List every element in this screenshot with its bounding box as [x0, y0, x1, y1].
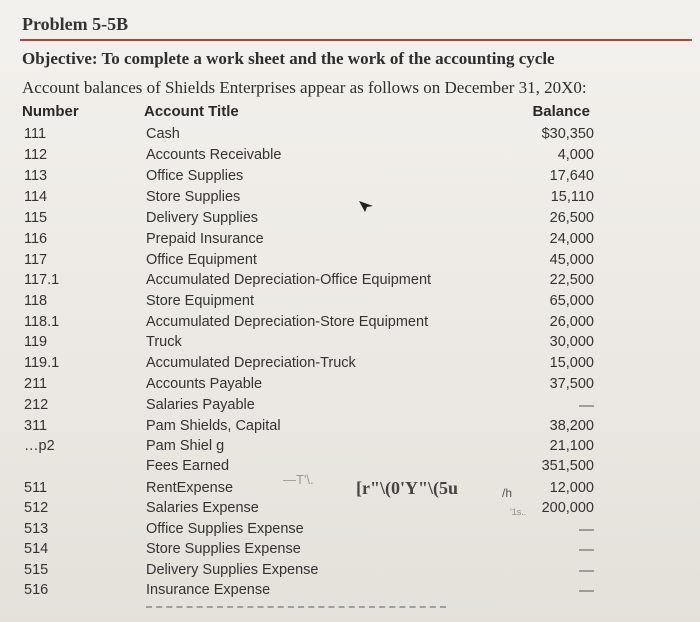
- column-header-balance: Balance: [532, 103, 590, 120]
- account-balance: 38,200: [549, 418, 594, 434]
- account-balance: 200,000: [541, 500, 594, 516]
- account-number: 114: [24, 189, 48, 205]
- account-number: …p2: [24, 438, 55, 454]
- account-balance: —: [579, 521, 594, 538]
- account-title: Cash: [146, 126, 180, 142]
- account-title: Office Supplies: [146, 168, 244, 184]
- account-number: 113: [24, 168, 48, 184]
- account-balance: 21,100: [549, 438, 594, 454]
- account-title: Pam Shields, Capital: [146, 418, 281, 434]
- account-title: Accumulated Depreciation-Store Equipment: [146, 314, 429, 330]
- column-header-title: Account Title: [144, 103, 239, 120]
- account-title: Prepaid Insurance: [146, 231, 264, 247]
- account-title: Accounts Payable: [146, 376, 263, 392]
- account-balance: 24,000: [549, 231, 594, 247]
- account-title: Pam Shiel g: [146, 438, 225, 454]
- account-number: 112: [24, 147, 48, 163]
- garbled-ocr-text: [r"\(0'Y"\(5u: [356, 478, 458, 498]
- account-balance: 30,000: [549, 334, 594, 350]
- slash-artifact: /h: [502, 486, 513, 500]
- intro-text: Account balances of Shields Enterprises appear as follows on December 31, 20X0:: [22, 78, 587, 97]
- account-title: Salaries Payable: [146, 397, 255, 413]
- account-balance: 22,500: [549, 272, 594, 288]
- account-balance: 4,000: [557, 147, 594, 163]
- account-title: Store Supplies Expense: [146, 541, 301, 557]
- mouse-arrow-icon: [358, 199, 374, 213]
- account-number: 118.1: [24, 314, 60, 330]
- account-balance: 351,500: [541, 458, 594, 474]
- account-number: 117.1: [24, 272, 60, 288]
- account-number: 513: [24, 521, 49, 537]
- account-balance: 37,500: [549, 376, 594, 392]
- account-number: 515: [24, 562, 49, 578]
- cut-off-row: [146, 598, 446, 608]
- account-balance: 17,640: [549, 168, 594, 184]
- account-title: Salaries Expense: [146, 500, 259, 516]
- account-title: Accumulated Depreciation-Office Equipment: [146, 272, 432, 288]
- column-header-number: Number: [22, 103, 79, 120]
- account-number: 111: [24, 126, 47, 142]
- account-balance: 15,000: [549, 355, 594, 371]
- account-title: Accumulated Depreciation-Truck: [146, 355, 356, 371]
- account-number: 115: [24, 210, 48, 226]
- account-title: Accounts Receivable: [146, 147, 282, 163]
- account-title: Truck: [146, 334, 182, 350]
- account-balance: 12,000: [549, 480, 594, 496]
- heading-rule: [20, 39, 692, 41]
- account-title: Delivery Supplies: [146, 210, 259, 226]
- account-title: Store Equipment: [146, 293, 255, 309]
- account-number: 512: [24, 500, 49, 516]
- account-balance: 65,000: [549, 293, 594, 309]
- account-balance: 26,500: [549, 210, 594, 226]
- account-number: 514: [24, 541, 49, 557]
- account-balance: 45,000: [549, 252, 594, 268]
- account-title: Office Equipment: [146, 252, 257, 268]
- account-title: Store Supplies: [146, 189, 241, 205]
- account-number: 212: [24, 397, 49, 413]
- account-balance: —: [579, 397, 594, 414]
- account-balance: 26,000: [549, 314, 594, 330]
- account-number: 119: [24, 334, 48, 350]
- account-title: Insurance Expense: [146, 582, 271, 598]
- account-number: 116: [24, 231, 48, 247]
- account-balance: —: [579, 582, 594, 599]
- account-number: 118: [24, 293, 48, 309]
- account-balance: 15,110: [550, 189, 594, 205]
- account-title: Fees Earned: [146, 458, 230, 474]
- account-number: 119.1: [24, 355, 60, 371]
- tick-artifact: —T'\.: [283, 472, 314, 487]
- account-number: 511: [24, 480, 48, 496]
- account-number: 311: [24, 418, 48, 434]
- account-title: Delivery Supplies Expense: [146, 562, 319, 578]
- account-title: RentExpense: [146, 480, 234, 496]
- account-number: 516: [24, 582, 49, 598]
- account-balance: —: [579, 541, 594, 558]
- account-balance: $30,350: [541, 126, 594, 142]
- faint-artifact: '1s..: [510, 507, 527, 517]
- problem-heading: Problem 5-5B: [22, 14, 129, 34]
- account-balance: —: [579, 562, 594, 579]
- account-number: 211: [24, 376, 48, 392]
- objective-text: Objective: To complete a work sheet and the work of the accounting cycle: [22, 49, 555, 68]
- account-title: Office Supplies Expense: [146, 521, 304, 537]
- account-number: 117: [24, 252, 48, 268]
